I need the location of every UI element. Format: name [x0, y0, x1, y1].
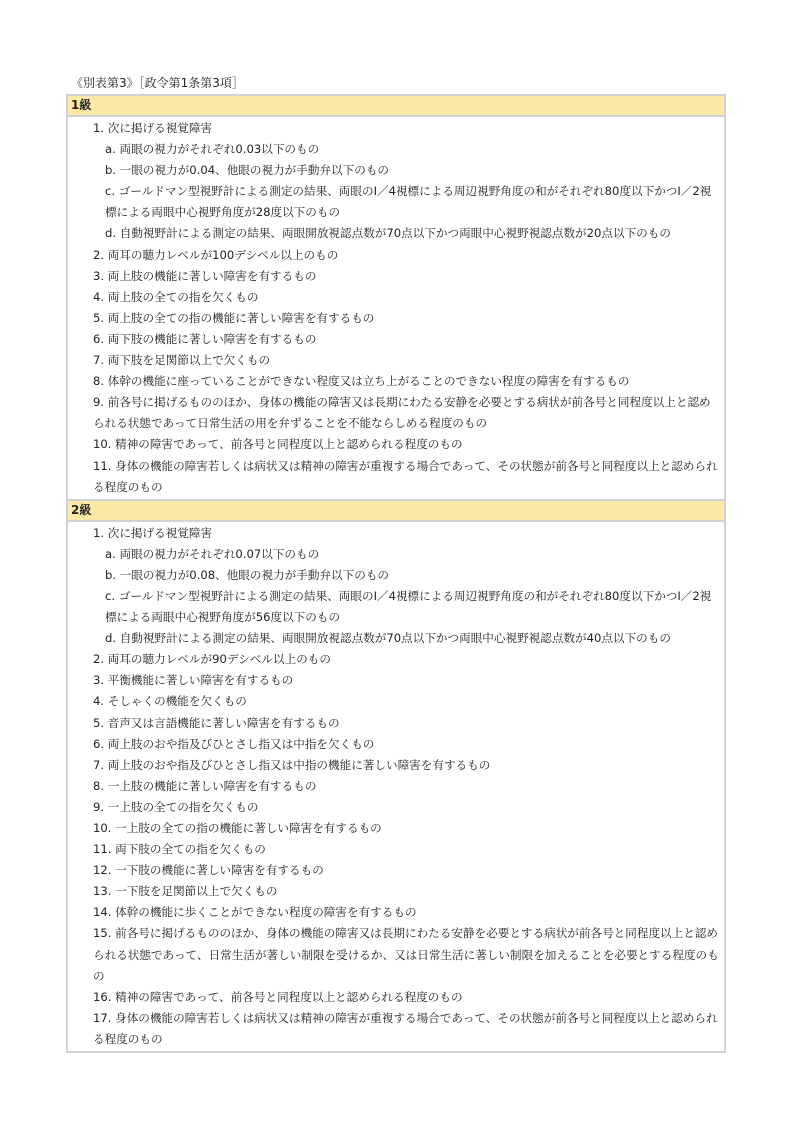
criterion-item: 9. 一上肢の全ての指を欠くもの [93, 799, 259, 814]
criterion-item: 4. そしゃくの機能を欠くもの [93, 694, 247, 709]
criterion-item: 7. 両上肢のおや指及びひとさし指又は中指の機能に著しい障害を有するもの [93, 757, 491, 772]
criterion-item: 10. 一上肢の全ての指の機能に著しい障害を有するもの [93, 821, 382, 835]
criterion-item: 5. 音声又は言語機能に著しい障害を有するもの [93, 715, 340, 730]
criterion-item: 5. 両上肢の全ての指の機能に著しい障害を有するもの [93, 310, 375, 325]
sub-criterion-item: c. ゴールドマン型視野計による測定の結果、両眼のⅠ／4視標による周辺視野角度の和がそれぞれ80度以下かつⅠ／2視標による両眼中心視野角度が56度以下のもの [105, 588, 712, 625]
grade-label: 1級 [67, 95, 725, 116]
criterion-item: 6. 両下肢の機能に著しい障害を有するもの [93, 331, 317, 346]
criterion-item: 11. 両下肢の全ての指を欠くもの [93, 842, 266, 857]
criterion-item: 1. 次に掲げる視覚障害 [93, 121, 213, 135]
sub-criterion-item: d. 自動視野計による測定の結果、両眼開放視認点数が70点以下かつ両眼中心視野視認点数が20点以下のもの [105, 226, 671, 241]
criterion-item: 13. 一下肢を足関節以上で欠くもの [93, 884, 278, 899]
grade-body-row [67, 116, 725, 500]
criterion-item: 12. 一下肢の機能に著しい障害を有するもの [93, 863, 324, 878]
grade-header-row [67, 95, 725, 116]
criterion-item: 4. 両上肢の全ての指を欠くもの [93, 289, 259, 304]
criterion-item: 11. 身体の機能の障害若しくは病状又は精神の障害が重複する場合であって、その状態が前各号と同程度以上と認められる程度のもの [93, 458, 718, 494]
sub-criterion-item: a. 両眼の視力がそれぞれ0.03以下のもの [105, 142, 320, 157]
criterion-item: 3. 平衡機能に著しい障害を有するもの [93, 673, 294, 688]
criterion-item: 2. 両耳の聴力レベルが90デシベル以上のもの [93, 652, 331, 667]
grade-criteria-list [67, 116, 725, 500]
sub-criterion-item: b. 一眼の視力が0.08、他眼の視力が手動弁以下のもの [105, 567, 390, 582]
document-title: 《別表第3》［政令第1条第3項］ [71, 76, 244, 90]
criterion-item: 7. 両下肢を足関節以上で欠くもの [93, 353, 271, 368]
sub-criterion-item: d. 自動視野計による測定の結果、両眼開放視認点数が70点以下かつ両眼中心視野視認点数が40点以下のもの [105, 631, 671, 646]
grade-body-row [67, 521, 725, 1052]
grade-header-row [67, 500, 725, 521]
criterion-item: 17. 身体の機能の障害若しくは病状又は精神の障害が重複する場合であって、その状態が前各号と同程度以上と認められる程度のもの [93, 1010, 718, 1046]
criterion-item: 14. 体幹の機能に歩くことができない程度の障害を有するもの [93, 905, 417, 920]
criterion-item: 15. 前各号に掲げるもののほか、身体の機能の障害又は長期にわたる安静を必要とする病状が前各号と同程度以上と認められる状態であって、日常生活が著しい制限を受けるか、又は日常生活に著しい制限を加えることを必要とする程度のもの [93, 926, 719, 983]
sub-criterion-item: c. ゴールドマン型視野計による測定の結果、両眼のⅠ／4視標による周辺視野角度の和がそれぞれ80度以下かつⅠ／2視標による両眼中心視野角度が28度以下のもの [105, 184, 712, 220]
criterion-item: 10. 精神の障害であって、前各号と同程度以上と認められる程度のもの [93, 437, 463, 452]
criterion-item: 2. 両耳の聴力レベルが100デシベル以上のもの [93, 247, 339, 262]
sub-criterion-item: a. 両眼の視力がそれぞれ0.07以下のもの [105, 546, 320, 561]
criterion-item: 9. 前各号に掲げるもののほか、身体の機能の障害又は長期にわたる安静を必要とする病状が前各号と同程度以上と認められる状態であって日常生活の用を弁ずることを不能ならしめる程度のもの [93, 395, 711, 431]
sub-criterion-item: b. 一眼の視力が0.04、他眼の視力が手動弁以下のもの [105, 163, 390, 178]
criterion-item: 8. 一上肢の機能に著しい障害を有するもの [93, 778, 317, 793]
disability-grade-table [66, 94, 726, 1053]
criterion-item: 1. 次に掲げる視覚障害 [93, 525, 213, 540]
grade-table-body [67, 95, 725, 1052]
criterion-item: 16. 精神の障害であって、前各号と同程度以上と認められる程度のもの [93, 989, 463, 1004]
grade-label: 2級 [67, 500, 725, 521]
criterion-item: 6. 両上肢のおや指及びひとさし指又は中指を欠くもの [93, 736, 375, 751]
criterion-item: 3. 両上肢の機能に著しい障害を有するもの [93, 268, 317, 283]
criterion-item: 8. 体幹の機能に座っていることができない程度又は立ち上がることのできない程度の障害を有するもの [93, 374, 630, 389]
grade-criteria-list [67, 521, 725, 1052]
